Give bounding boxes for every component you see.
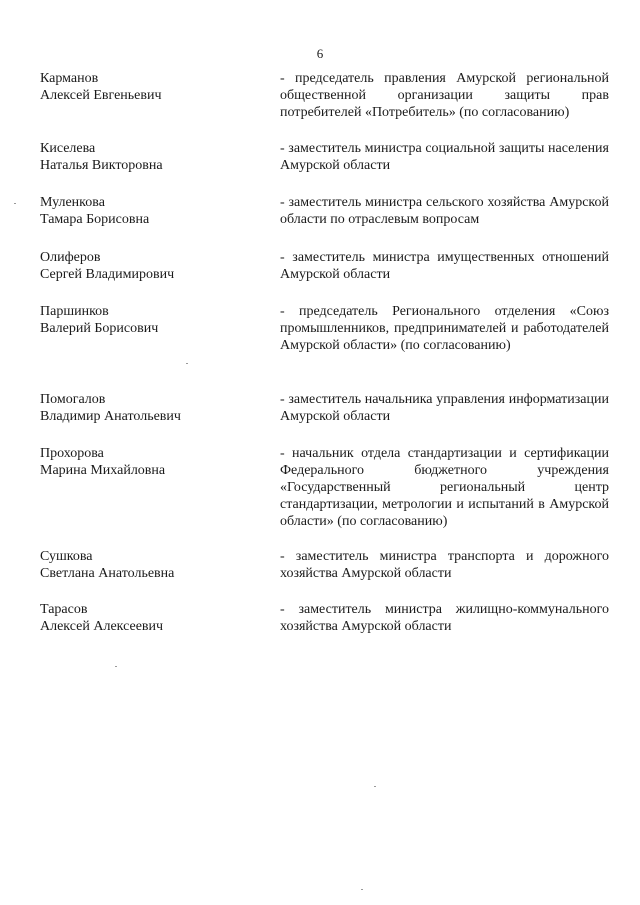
member-given-names: Сергей Владимирович	[40, 267, 175, 282]
member-role: - заместитель министра транспорта и дорожного хозяйства Амурской области	[280, 549, 609, 581]
member-surname: Карманов	[40, 71, 99, 86]
member-role: - заместитель начальника управления информатизации Амурской области	[280, 392, 609, 424]
member-surname: Паршинков	[40, 304, 109, 319]
member-surname: Тарасов	[40, 602, 88, 617]
member-name	[40, 194, 265, 228]
member-name	[40, 140, 265, 174]
member-given-names: Светлана Анатольевна	[40, 566, 175, 581]
scan-speck	[115, 666, 117, 667]
member-role: - заместитель министра жилищно-коммунального хозяйства Амурской области	[280, 602, 609, 634]
member-name	[40, 303, 265, 337]
member-surname: Киселева	[40, 141, 96, 156]
member-role: - начальник отдела стандартизации и сертификации Федерального бюджетного учреждения «Государственный региональный центр стандартизации, метрологии и испытаний в Амурской области» (по согласованию)	[280, 446, 609, 529]
member-given-names: Алексей Евгеньевич	[40, 88, 162, 103]
member-surname: Сушкова	[40, 549, 93, 564]
member-name	[40, 249, 265, 283]
member-role: - заместитель министра социальной защиты населения Амурской области	[280, 141, 609, 173]
member-name	[40, 601, 265, 635]
member-name	[40, 548, 265, 582]
member-name	[40, 391, 265, 425]
member-name	[40, 70, 265, 104]
member-role: - председатель Регионального отделения «Союз промышленников, предпринимателей и работодателей Амурской области» (по согласованию)	[280, 304, 609, 353]
member-given-names: Марина Михайловна	[40, 463, 166, 478]
scan-speck	[374, 786, 376, 787]
member-role: - заместитель министра имущественных отношений Амурской области	[280, 250, 609, 282]
member-name	[40, 445, 265, 479]
page-number: 6	[316, 46, 324, 61]
scan-speck	[361, 889, 363, 890]
member-given-names: Тамара Борисовна	[40, 212, 150, 227]
member-surname: Прохорова	[40, 446, 104, 461]
scan-speck	[14, 203, 16, 204]
member-given-names: Алексей Алексеевич	[40, 619, 164, 634]
member-surname: Олиферов	[40, 250, 101, 265]
member-role: - председатель правления Амурской региональной общественной организации защиты прав потребителей «Потребитель» (по согласованию)	[280, 71, 609, 120]
member-role: - заместитель министра сельского хозяйства Амурской области по отраслевым вопросам	[280, 195, 609, 227]
member-given-names: Наталья Викторовна	[40, 158, 163, 173]
member-given-names: Валерий Борисович	[40, 321, 159, 336]
member-surname: Помогалов	[40, 392, 106, 407]
member-given-names: Владимир Анатольевич	[40, 409, 181, 424]
member-surname: Муленкова	[40, 195, 105, 210]
scan-speck	[186, 363, 188, 364]
